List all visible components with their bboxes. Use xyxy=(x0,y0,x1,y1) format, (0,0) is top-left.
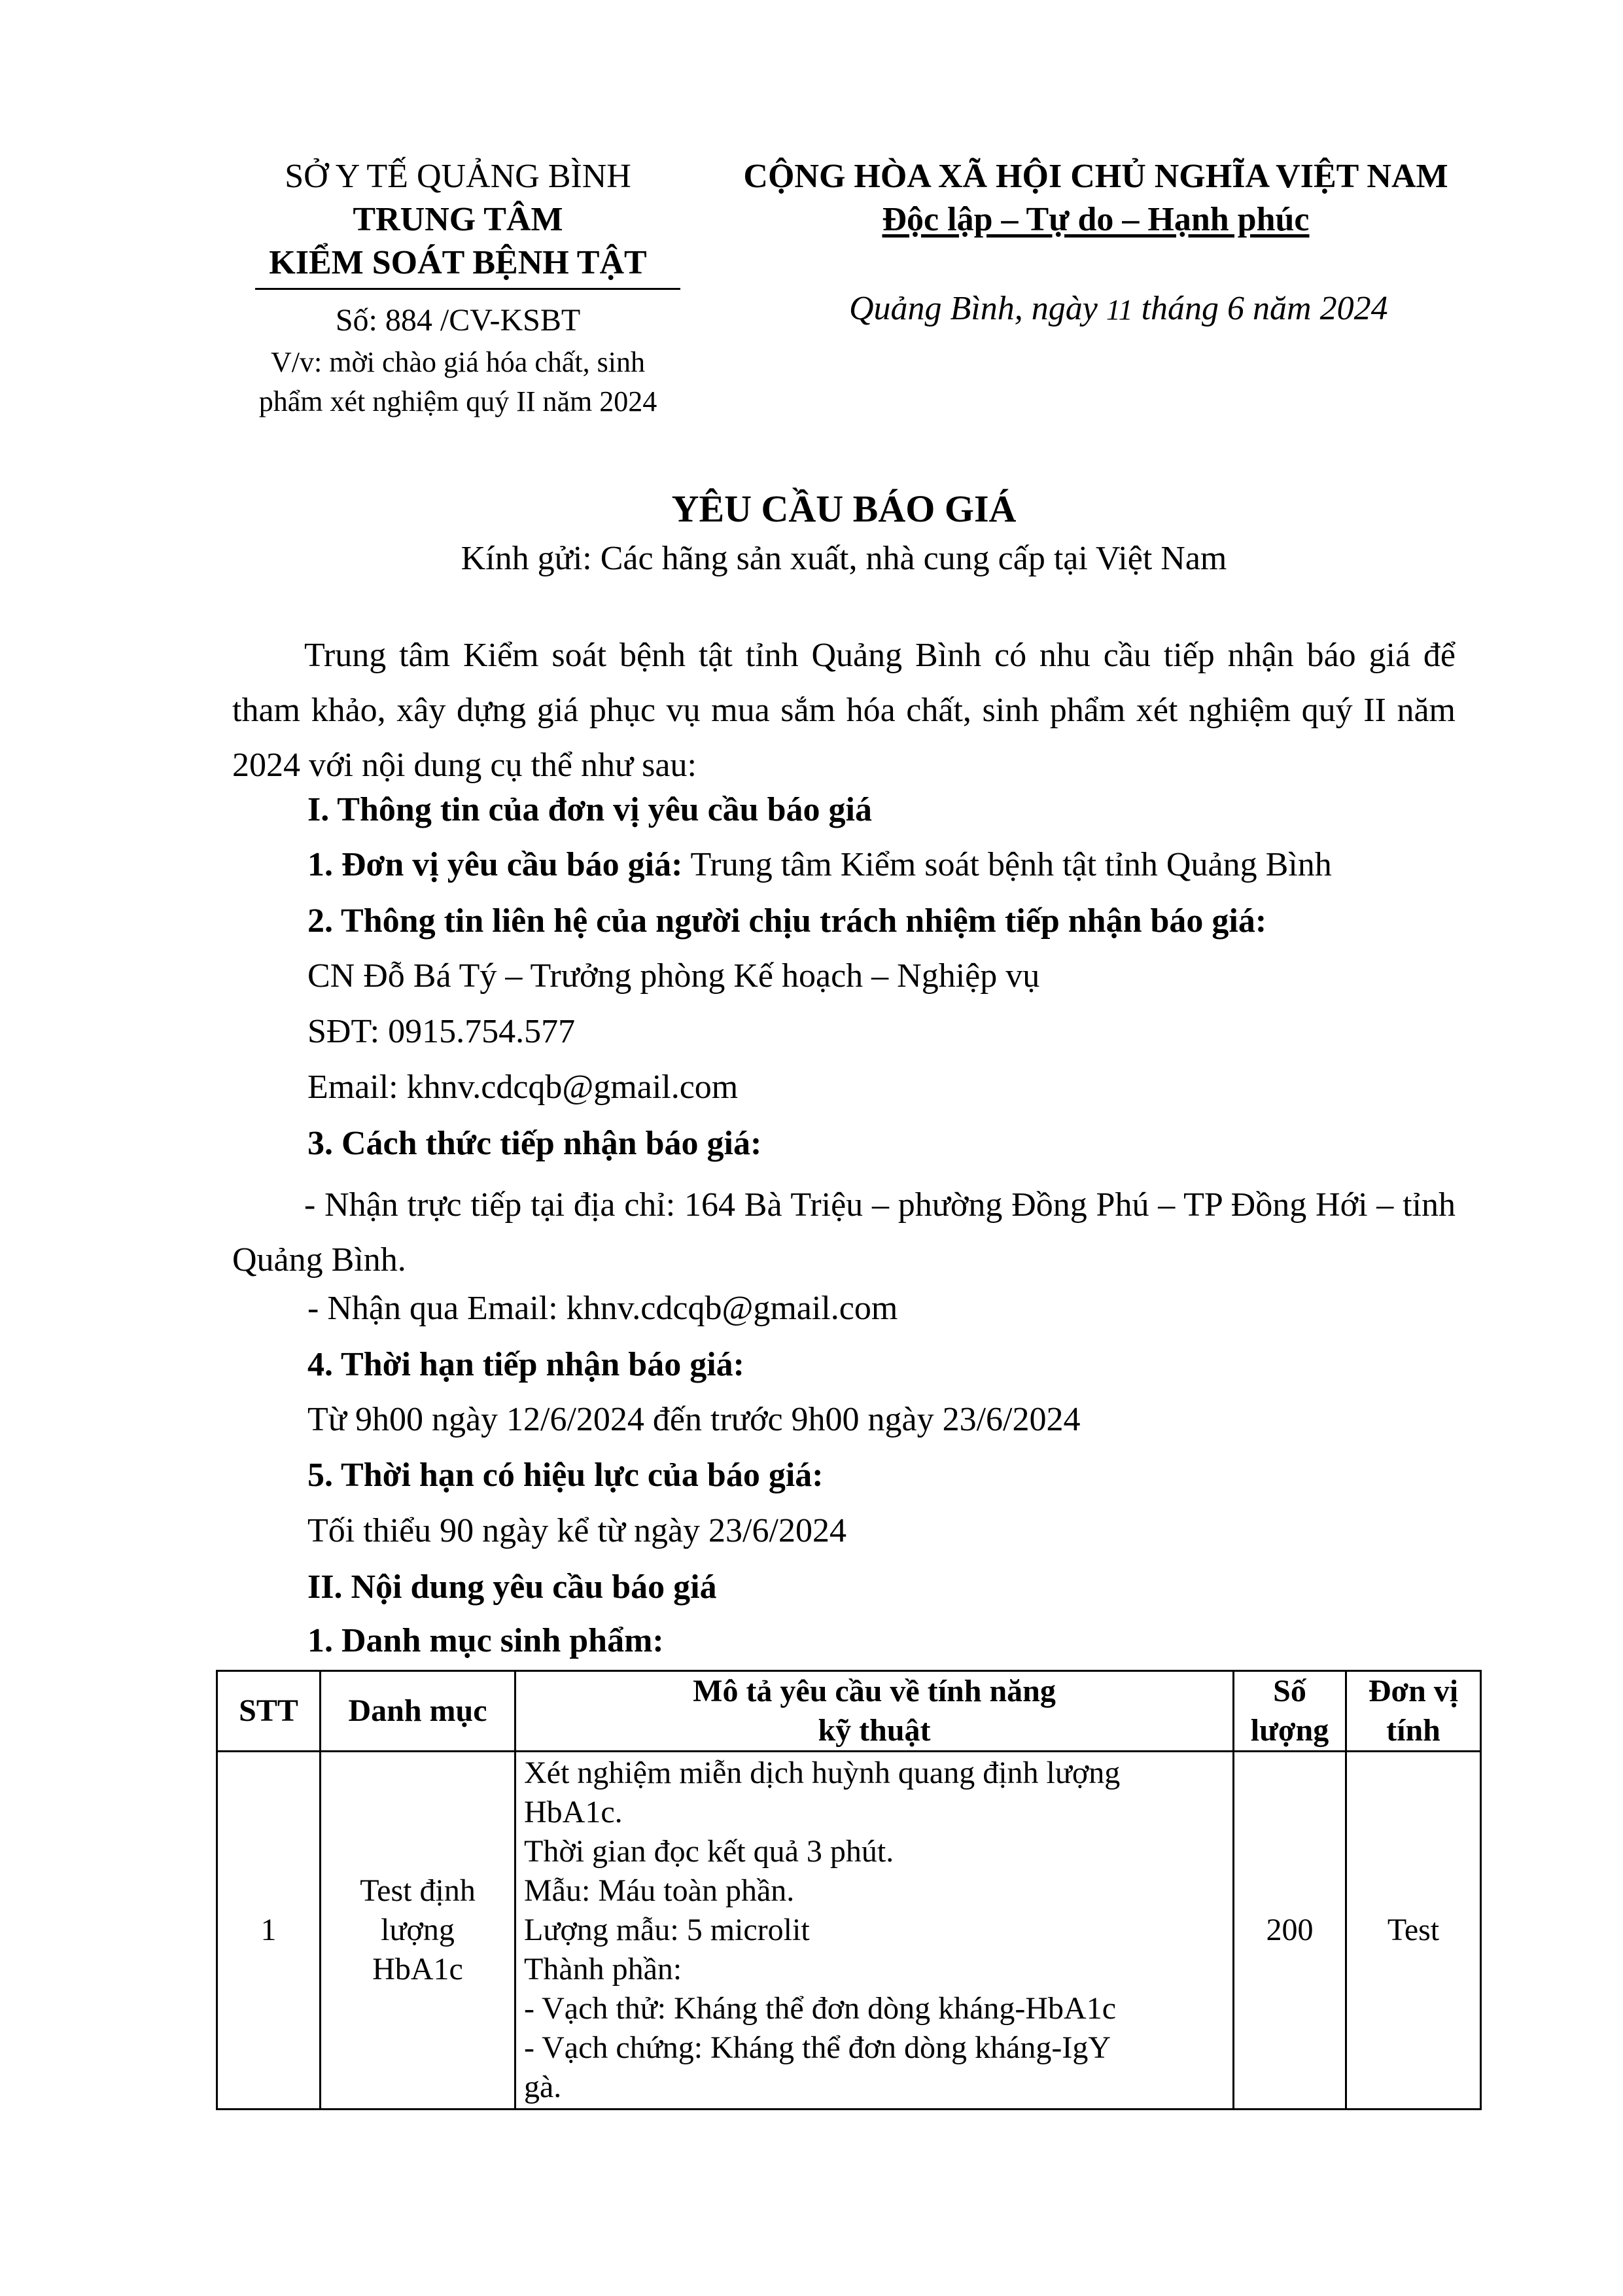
national-motto xyxy=(687,199,1505,241)
agency-name: SỞ Y TẾ QUẢNG BÌNH xyxy=(285,158,631,195)
date-prefix: Quảng Bình, ngày xyxy=(849,290,1098,327)
desc-line: Thời gian đọc kết quả 3 phút. xyxy=(524,1834,894,1869)
header-unit-line2: tính xyxy=(1386,1713,1440,1748)
section1-item2: 2. Thông tin liên hệ của người chịu trách nhiệm tiếp nhận báo giá: xyxy=(307,902,1267,940)
issue-date xyxy=(849,288,1388,331)
desc-line: - Vạch chứng: Kháng thể đơn dòng kháng-IgY xyxy=(524,2030,1111,2065)
header-name: Danh mục xyxy=(321,1671,515,1752)
row-name-line1: Test định xyxy=(360,1873,476,1908)
item1-label: 1. Đơn vị yêu cầu báo giá: xyxy=(307,846,683,883)
country-name: CỘNG HÒA XÃ HỘI CHỦ NGHĨA VIỆT NAM xyxy=(743,158,1448,195)
header-unit xyxy=(1346,1671,1481,1752)
section1-item1 xyxy=(307,844,1332,886)
desc-line: HbA1c. xyxy=(524,1795,623,1829)
desc-line: gà. xyxy=(524,2070,562,2104)
section2-heading: II. Nội dung yêu cầu báo giá xyxy=(307,1568,717,1606)
unit-name-line2: KIỂM SOÁT BỆNH TẬT xyxy=(269,244,647,281)
doc-subject-line2: phẩm xét nghiệm quý II năm 2024 xyxy=(258,385,657,417)
doc-number: Số: 884 /CV-KSBT xyxy=(335,303,581,338)
recipient-line: Kính gửi: Các hãng sản xuất, nhà cung cấp tại Việt Nam xyxy=(461,540,1227,577)
header-desc xyxy=(515,1671,1234,1752)
desc-line: - Vạch thử: Kháng thể đơn dòng kháng-HbA1c xyxy=(524,1991,1116,2026)
header-unit-line1: Đơn vị xyxy=(1368,1674,1459,1708)
row-name xyxy=(321,1752,515,2110)
header-desc-line2: kỹ thuật xyxy=(818,1713,931,1748)
row-qty: 200 xyxy=(1234,1752,1346,2110)
unit-name-line1: TRUNG TÂM xyxy=(353,201,563,238)
section1-item3: 3. Cách thức tiếp nhận báo giá: xyxy=(307,1125,762,1162)
contact-phone: SĐT: 0915.754.577 xyxy=(307,1013,576,1050)
section2-sub1: 1. Danh mục sinh phẩm: xyxy=(307,1622,664,1659)
row-stt: 1 xyxy=(217,1752,321,2110)
item1-value: Trung tâm Kiểm soát bệnh tật tỉnh Quảng Bình xyxy=(682,846,1332,883)
receive-email: - Nhận qua Email: khnv.cdcqb@gmail.com xyxy=(307,1290,898,1327)
row-name-line3: HbA1c xyxy=(372,1952,463,1987)
product-table xyxy=(216,1670,1482,2110)
row-name-line2: lượng xyxy=(381,1913,455,1947)
item5-value: Tối thiểu 90 ngày kể từ ngày 23/6/2024 xyxy=(307,1512,846,1549)
section1-item4: 4. Thời hạn tiếp nhận báo giá: xyxy=(307,1346,744,1383)
contact-name: CN Đỗ Bá Tý – Trưởng phòng Kế hoạch – Nghiệp vụ xyxy=(307,957,1040,995)
row-unit: Test xyxy=(1346,1752,1481,2110)
receive-direct: - Nhận trực tiếp tại địa chỉ: 164 Bà Triệu – phường Đồng Phú – TP Đồng Hới – tỉnh Quảng Bình. xyxy=(232,1186,1456,1279)
doc-subject-line1: V/v: mời chào giá hóa chất, sinh xyxy=(271,346,645,378)
header-desc-line1: Mô tả yêu cầu về tính năng xyxy=(693,1674,1056,1708)
header-qty xyxy=(1234,1671,1346,1752)
desc-line: Mẫu: Máu toàn phần. xyxy=(524,1873,795,1908)
national-motto-text: Độc lập – Tự do – Hạnh phúc xyxy=(882,201,1310,238)
item4-value: Từ 9h00 ngày 12/6/2024 đến trước 9h00 ngày 23/6/2024 xyxy=(307,1401,1081,1438)
section1-heading: I. Thông tin của đơn vị yêu cầu báo giá xyxy=(307,791,872,828)
header-stt: STT xyxy=(217,1671,321,1752)
section1-item5: 5. Thời hạn có hiệu lực của báo giá: xyxy=(307,1457,824,1494)
header-qty-line1: Số xyxy=(1273,1674,1306,1708)
header-left-rule xyxy=(255,288,680,290)
header-qty-line2: lượng xyxy=(1250,1713,1329,1748)
desc-line: Thành phần: xyxy=(524,1952,682,1987)
desc-line: Lượng mẫu: 5 microlit xyxy=(524,1913,810,1947)
table-header-row xyxy=(217,1671,1481,1752)
desc-line: Xét nghiệm miễn dịch huỳnh quang định lượng xyxy=(524,1756,1121,1790)
row-desc xyxy=(515,1752,1234,2110)
date-day: 11 xyxy=(1106,294,1133,326)
intro-paragraph: Trung tâm Kiểm soát bệnh tật tỉnh Quảng Bình có nhu cầu tiếp nhận báo giá để tham khảo, xây dựng giá phục vụ mua sắm hóa chất, sinh phẩm xét nghiệm quý II năm 2024 với nội dung cụ thể như sau: xyxy=(232,637,1456,784)
document-title: YÊU CẦU BÁO GIÁ xyxy=(671,487,1017,530)
contact-email: Email: khnv.cdcqb@gmail.com xyxy=(307,1069,739,1106)
date-suffix: tháng 6 năm 2024 xyxy=(1141,290,1388,327)
table-row xyxy=(217,1752,1481,2110)
